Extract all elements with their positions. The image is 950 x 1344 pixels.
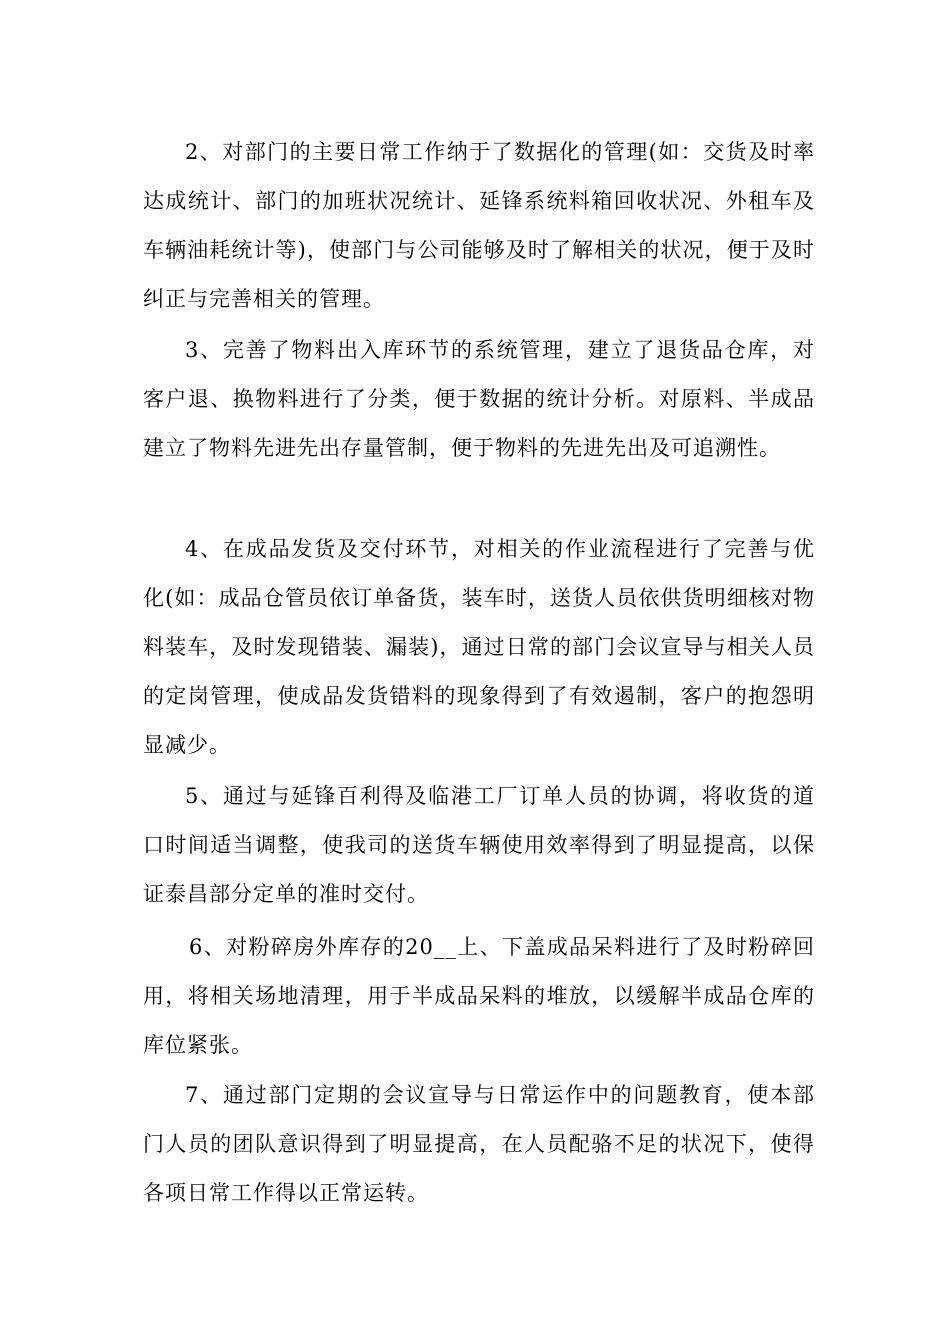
- paragraph-item-7: 7、通过部门定期的会议宣导与日常运作中的问题教育，使本部门人员的团队意识得到了明显提高，在人员配骆不足的状况下，使得各项日常工作得以正常运转。: [143, 1083, 815, 1205]
- paragraph-item-6: 6、对粉碎房外库存的20__上、下盖成品呆料进行了及时粉碎回用，将相关场地清理，用于半成品呆料的堆放，以缓解半成品仓库的库位紧张。: [143, 935, 815, 1057]
- paragraph-item-4: 4、在成品发货及交付环节，对相关的作业流程进行了完善与优化(如：成品仓管员依订单备货，装车时，送货人员依供货明细核对物料装车，及时发现错装、漏装)，通过日常的部门会议宣导与相关人员的定岗管理，使成品发货错料的现象得到了有效遏制，客户的抱怨明显减少。: [143, 537, 815, 757]
- paragraph-item-5: 5、通过与延锋百利得及临港工厂订单人员的协调，将收货的道口时间适当调整，使我司的送货车辆使用效率得到了明显提高，以保证泰昌部分定单的准时交付。: [143, 784, 815, 906]
- paragraph-item-2: 2、对部门的主要日常工作纳于了数据化的管理(如：交货及时率达成统计、部门的加班状况统计、延锋系统料箱回收状况、外租车及车辆油耗统计等)，使部门与公司能够及时了解相关的状况，便于及时纠正与完善相关的管理。: [143, 140, 815, 311]
- paragraph-item-3: 3、完善了物料出入库环节的系统管理，建立了退货品仓库，对客户退、换物料进行了分类，便于数据的统计分析。对原料、半成品建立了物料先进先出存量管制，便于物料的先进先出及可追溯性。: [143, 338, 815, 460]
